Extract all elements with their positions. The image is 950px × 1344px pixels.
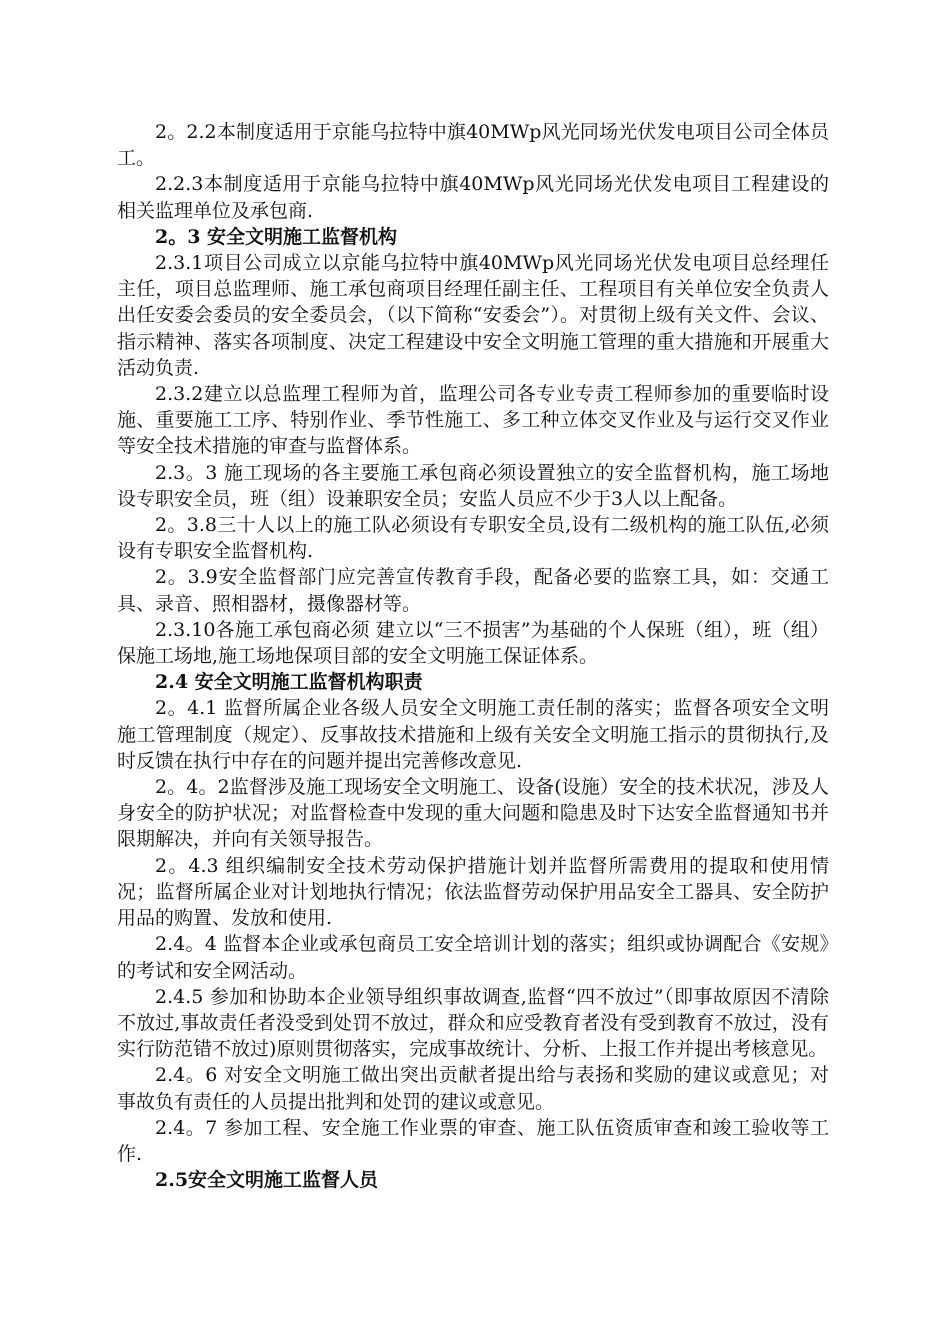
paragraph-2-3-2: 2.3.2建立以总监理工程师为首，监理公司各专业专责工程师参加的重要临时设施、重要施工工序、特别作业、季节性施工、多工种立体交叉作业及与运行交叉作业等安全技术措施的审查与监督体系。	[117, 383, 829, 458]
paragraph-2-4-3: 2。4.3 组织编制安全技术劳动保护措施计划并监督所需费用的提取和使用情况；监督所属企业对计划地执行情况；依法监督劳动保护用品安全工器具、安全防护用品的购置、发放和使用.	[117, 854, 829, 930]
paragraph-2-3-9: 2。3.9安全监督部门应完善宣传教育手段，配备必要的监察工具，如：交通工具、录音、照相器材，摄像器材等。	[117, 566, 829, 615]
paragraph-2-2-3: 2.2.3本制度适用于京能乌拉特中旗40MWp风光同场光伏发电项目工程建设的相关监理单位及承包商.	[117, 173, 829, 222]
section-heading-2-3: 2。3 安全文明施工监督机构	[155, 225, 398, 248]
paragraph-2-3-8: 2。3.8三十人以上的施工队必须设有专职安全员,设有二级机构的施工队伍,必须设有专职安全监督机构.	[117, 514, 829, 563]
paragraph-2-4-1: 2。4.1 监督所属企业各级人员安全文明施工责任制的落实；监督各项安全文明施工管理制度（规定）、反事故技术措施和上级有关安全文明施工指示的贯彻执行,及时反馈在执行中存在的问题并提出完善修改意见.	[117, 697, 829, 772]
paragraph-2-4-7: 2.4。7 参加工程、安全施工作业票的审查、施工队伍资质审查和竣工验收等工作.	[117, 1116, 829, 1165]
section-heading-2-5: 2.5安全文明施工监督人员	[155, 1169, 379, 1192]
paragraph-2-4-6: 2.4。6 对安全文明施工做出突出贡献者提出给与表扬和奖励的建议或意见；对事故负有责任的人员提出批判和处罚的建议或意见。	[117, 1064, 829, 1113]
document-body	[117, 119, 829, 1193]
paragraph-2-3-3: 2.3。3 施工现场的各主要施工承包商必须设置独立的安全监督机构，施工场地设专职安全员，班（组）设兼职安全员；安监人员应不少于3人以上配备。	[117, 461, 829, 510]
paragraph-2-2-2: 2。2.2本制度适用于京能乌拉特中旗40MWp风光同场光伏发电项目公司全体员工。	[117, 121, 829, 170]
paragraph-2-4-2: 2。4。2监督涉及施工现场安全文明施工、设备(设施）安全的技术状况，涉及人身安全的防护状况；对监督检查中发现的重大问题和隐患及时下达安全监督通知书并限期解决，并向有关领导报告。	[117, 776, 829, 851]
paragraph-2-3-1: 2.3.1项目公司成立以京能乌拉特中旗40MWp风光同场光伏发电项目总经理任主任，项目总监理师、施工承包商项目经理任副主任、工程项目有关单位安全负责人出任安委会委员的安全委员会，（以下简称“安委会”）。对贯彻上级有关文件、会议、指示精神、落实各项制度、决定工程建设中安全文明施工管理的重大措施和开展重大活动负责.	[117, 252, 829, 379]
section-heading-2-4: 2.4 安全文明施工监督机构职责	[155, 671, 423, 694]
paragraph-2-3-10: 2.3.10各施工承包商必须 建立以“三不损害”为基础的个人保班（组），班（组）保施工场地,施工场地保项目部的安全文明施工保证体系。	[117, 618, 829, 668]
paragraph-2-4-4: 2.4。4 监督本企业或承包商员工安全培训计划的落实；组织或协调配合《安规》的考试和安全网活动。	[117, 933, 829, 982]
paragraph-2-4-5: 2.4.5 参加和协助本企业领导组织事故调查,监督“四不放过”（即事故原因不清除不放过,事故责任者没受到处罚不放过，群众和应受教育者没有受到教育不放过，没有实行防范错不放过)原则贯彻落实，完成事故统计、分析、上报工作并提出考核意见。	[117, 985, 829, 1061]
